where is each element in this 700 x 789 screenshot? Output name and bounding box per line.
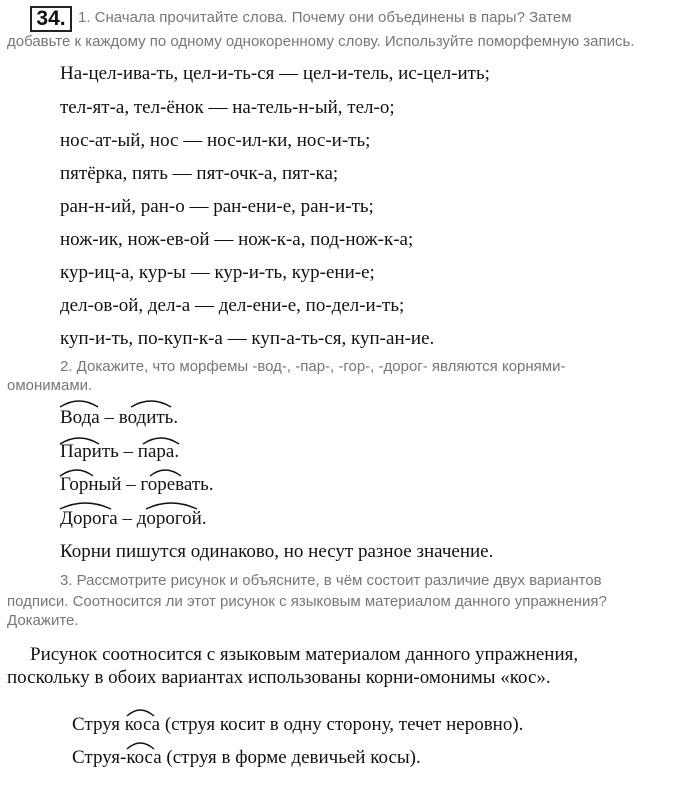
exercise-number: 34. <box>30 6 72 32</box>
task1-text-line1: 1. Сначала прочитайте слова. Почему они объединены в пары? Затем <box>78 9 572 26</box>
answer-row: куп-и-ть, по-куп-к-а — куп-а-ть-ся, куп-ан-ие. <box>60 328 435 349</box>
answer-row: На-цел-ива-ть, цел-и-ть-ся — цел-и-тель, ис-цел-ить; <box>60 63 490 84</box>
dash: – <box>122 508 132 529</box>
example-word: Струя- <box>72 747 127 768</box>
answer-row: кур-иц-а, кур-ы — кур-и-ть, кур-ени-е; <box>60 262 375 283</box>
task2-conclusion: Корни пишутся одинаково, но несут разное значение. <box>60 541 494 562</box>
pair-word-a: Горный <box>60 474 122 495</box>
pair-word-b: пара. <box>137 441 180 462</box>
task3-answer-line2: поскольку в обоих вариантах использованы корни-омонимы «кос». <box>7 667 551 688</box>
dash: – <box>126 474 136 495</box>
answer-row: дел-ов-ой, дел-а — дел-ени-е, по-дел-и-ть; <box>60 295 405 316</box>
answer-row: пятёрка, пять — пят-очк-а, пят-ка; <box>60 163 339 184</box>
pair-word-a: Дорога <box>60 508 118 529</box>
example-word: Струя <box>72 714 125 735</box>
example-explanation: (струя косит в одну сторону, течет неровно). <box>160 714 524 735</box>
task3-answer-line1: Рисунок соотносится с языковым материалом данного упражнения, <box>30 644 579 665</box>
example-root-word: коса <box>124 714 161 735</box>
answer-row: нож-ик, нож-ев-ой — нож-к-а, под-нож-к-а; <box>60 229 414 250</box>
pair-word-b: дорогой. <box>136 508 207 529</box>
pair-word-a: Парить <box>60 441 119 462</box>
pair-word-b: горевать. <box>140 474 214 495</box>
pair-word-b: водить. <box>118 407 179 428</box>
pair-word-a: Вода <box>60 407 100 428</box>
answer-row: ран-н-ий, ран-о — ран-ени-е, ран-и-ть; <box>60 196 374 217</box>
dash: – <box>104 407 114 428</box>
example-caption-1 <box>72 714 523 736</box>
task3-text-line2: подписи. Соотносится ли этот рисунок с языковым материалом данного упражнения? <box>7 593 607 610</box>
dash: – <box>123 441 134 462</box>
answer-row: тел-ят-а, тел-ёнок — на-тель-н-ый, тел-о; <box>60 97 395 118</box>
task1-text-line2: добавьте к каждому по одному однокоренному слову. Используйте поморфемную запись. <box>7 33 635 50</box>
answer-row: нос-ат-ый, нос — нос-ил-ки, нос-и-ть; <box>60 130 371 151</box>
task2-text-line2: омонимами. <box>7 377 93 394</box>
task3-text-line3: Докажите. <box>7 612 79 629</box>
task2-text-line1: 2. Докажите, что морфемы -вод-, -пар-, -гор-, -дорог- являются корнями- <box>60 358 566 375</box>
example-explanation: (струя в форме девичьей косы). <box>161 747 421 768</box>
example-root-word: коса <box>126 747 162 768</box>
task3-text-line1: 3. Рассмотрите рисунок и объясните, в чём состоит различие двух вариантов <box>60 572 602 589</box>
example-caption-2 <box>72 747 421 769</box>
